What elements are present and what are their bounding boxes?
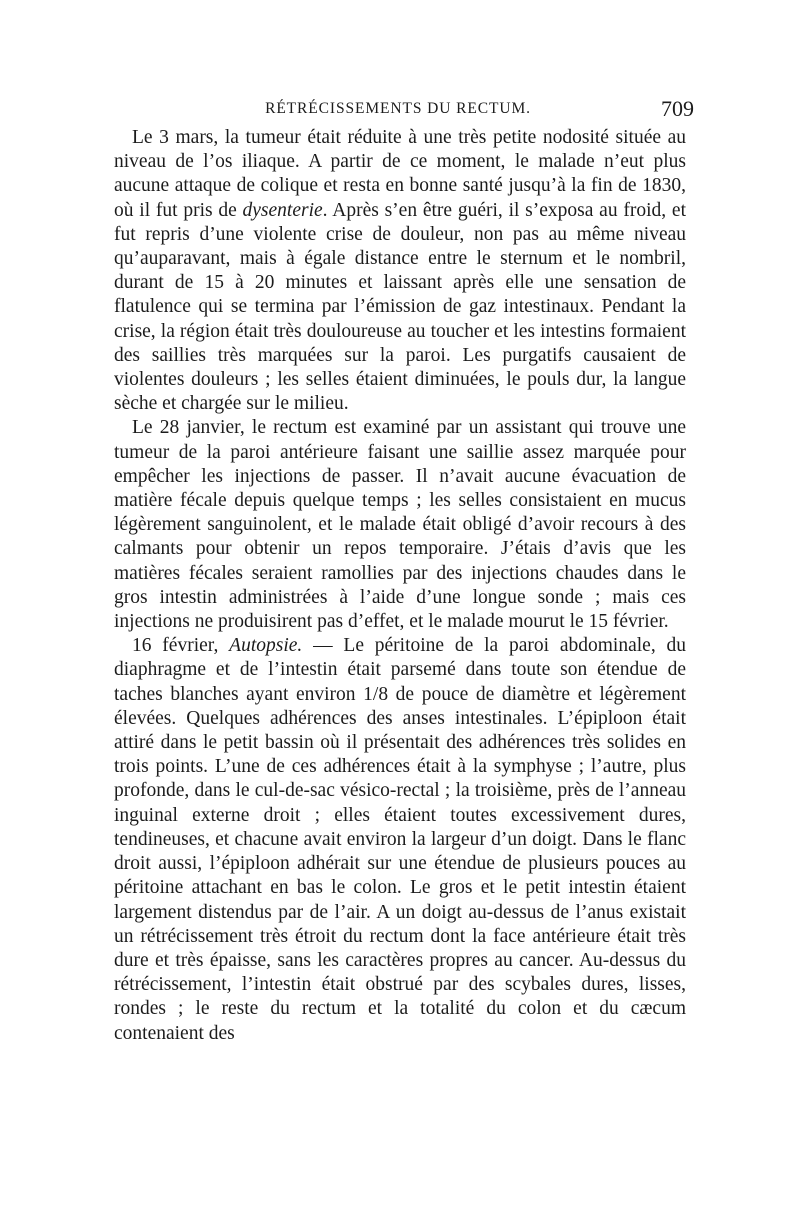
paragraph-1-rest: . Après s’en être guéri, il s’exposa au froid, et fut repris d’une violente crise de douleur, non pas au même niveau qu’auparavant, mais à égale distance entre le sternum et le nombril, durant de 15 à 20 minutes et laissant après elle une sensation de flatulence qui se termina par l’émission de gaz intestinaux. Pendant la crise, la région était très douloureuse au toucher et les intestins formaient des saillies très marquées sur la paroi. Les purgatifs causaient de violentes douleurs ; les selles étaient diminuées, le pouls dur, la langue sèche et chargée sur le milieu. bbox=[114, 199, 686, 415]
paragraph-2-text: Le 28 janvier, le rectum est examiné par un assistant qui trouve une tumeur de la paroi antérieure faisant une saillie assez marquée pour empêcher les injections de passer. Il n’avait aucune évacuation de matière fécale depuis quelque temps ; les selles consistaient en mucus légèrement sanguinolent, et le malade était obligé d’avoir recours à des calmants pour obtenir un repos temporaire. J’étais d’avis que les matières fécales seraient ramollies par des injections chaudes dans le gros intestin administrées à l’aide d’une longue sonde ; mais ces injections ne produisirent pas d’effet, et le malade mourut le 15 février. bbox=[114, 417, 686, 633]
paragraph-3 bbox=[114, 634, 686, 1045]
paragraph-3-italic-term: Autopsie. bbox=[229, 635, 303, 657]
paragraph-2 bbox=[114, 416, 686, 634]
running-head bbox=[112, 96, 694, 124]
body-text bbox=[114, 126, 686, 1046]
paragraph-3-lead: 16 février, bbox=[132, 635, 230, 657]
paragraph-3-rest: — Le péritoine de la paroi abdominale, du diaphragme et de l’intestin était parsemé dans toute son étendue de taches blanches ayant environ 1/8 de pouce de diamètre et légèrement élevées. Quelques adhérences des anses intestinales. L’épiploon était attiré dans le petit bassin où il présentait des adhérences très solides en trois points. L’une de ces adhérences était à la symphyse ; l’autre, plus profonde, dans le cul-de-sac vésico-rectal ; la troisième, près de l’anneau inguinal externe droit ; elles étaient toutes excessivement dures, tendineuses, et chacune avait environ la largeur d’un doigt. Dans le flanc droit aussi, l’épiploon adhérait sur une étendue de plusieurs pouces au péritoine attachant en bas le colon. Le gros et le petit intestin étaient largement distendus par de l’air. A un doigt au-dessus de l’anus existait un rétrécissement très étroit du rectum dont la face antérieure était très dure et très épaisse, sans les caractères propres au cancer. Au-dessus du rétrécissement, l’intestin était obstrué par des scybales dures, lisses, rondes ; le reste du rectum et la totalité du colon et du cæcum contenaient des bbox=[114, 635, 686, 1044]
page-number: 709 bbox=[661, 96, 694, 121]
paragraph-1-italic-term: dysenterie bbox=[242, 199, 323, 221]
running-title: RÉTRÉCISSEMENTS DU RECTUM. bbox=[265, 100, 531, 117]
paragraph-1 bbox=[114, 126, 686, 416]
paragraph-1-text: Le 3 mars, la tumeur était réduite à une très petite nodosité située au niveau de l’os iliaque. A partir de ce moment, le malade n’eut plus aucune attaque de colique et resta en bonne santé jusqu’à la fin de 1830, où il fut pris de bbox=[114, 127, 686, 221]
